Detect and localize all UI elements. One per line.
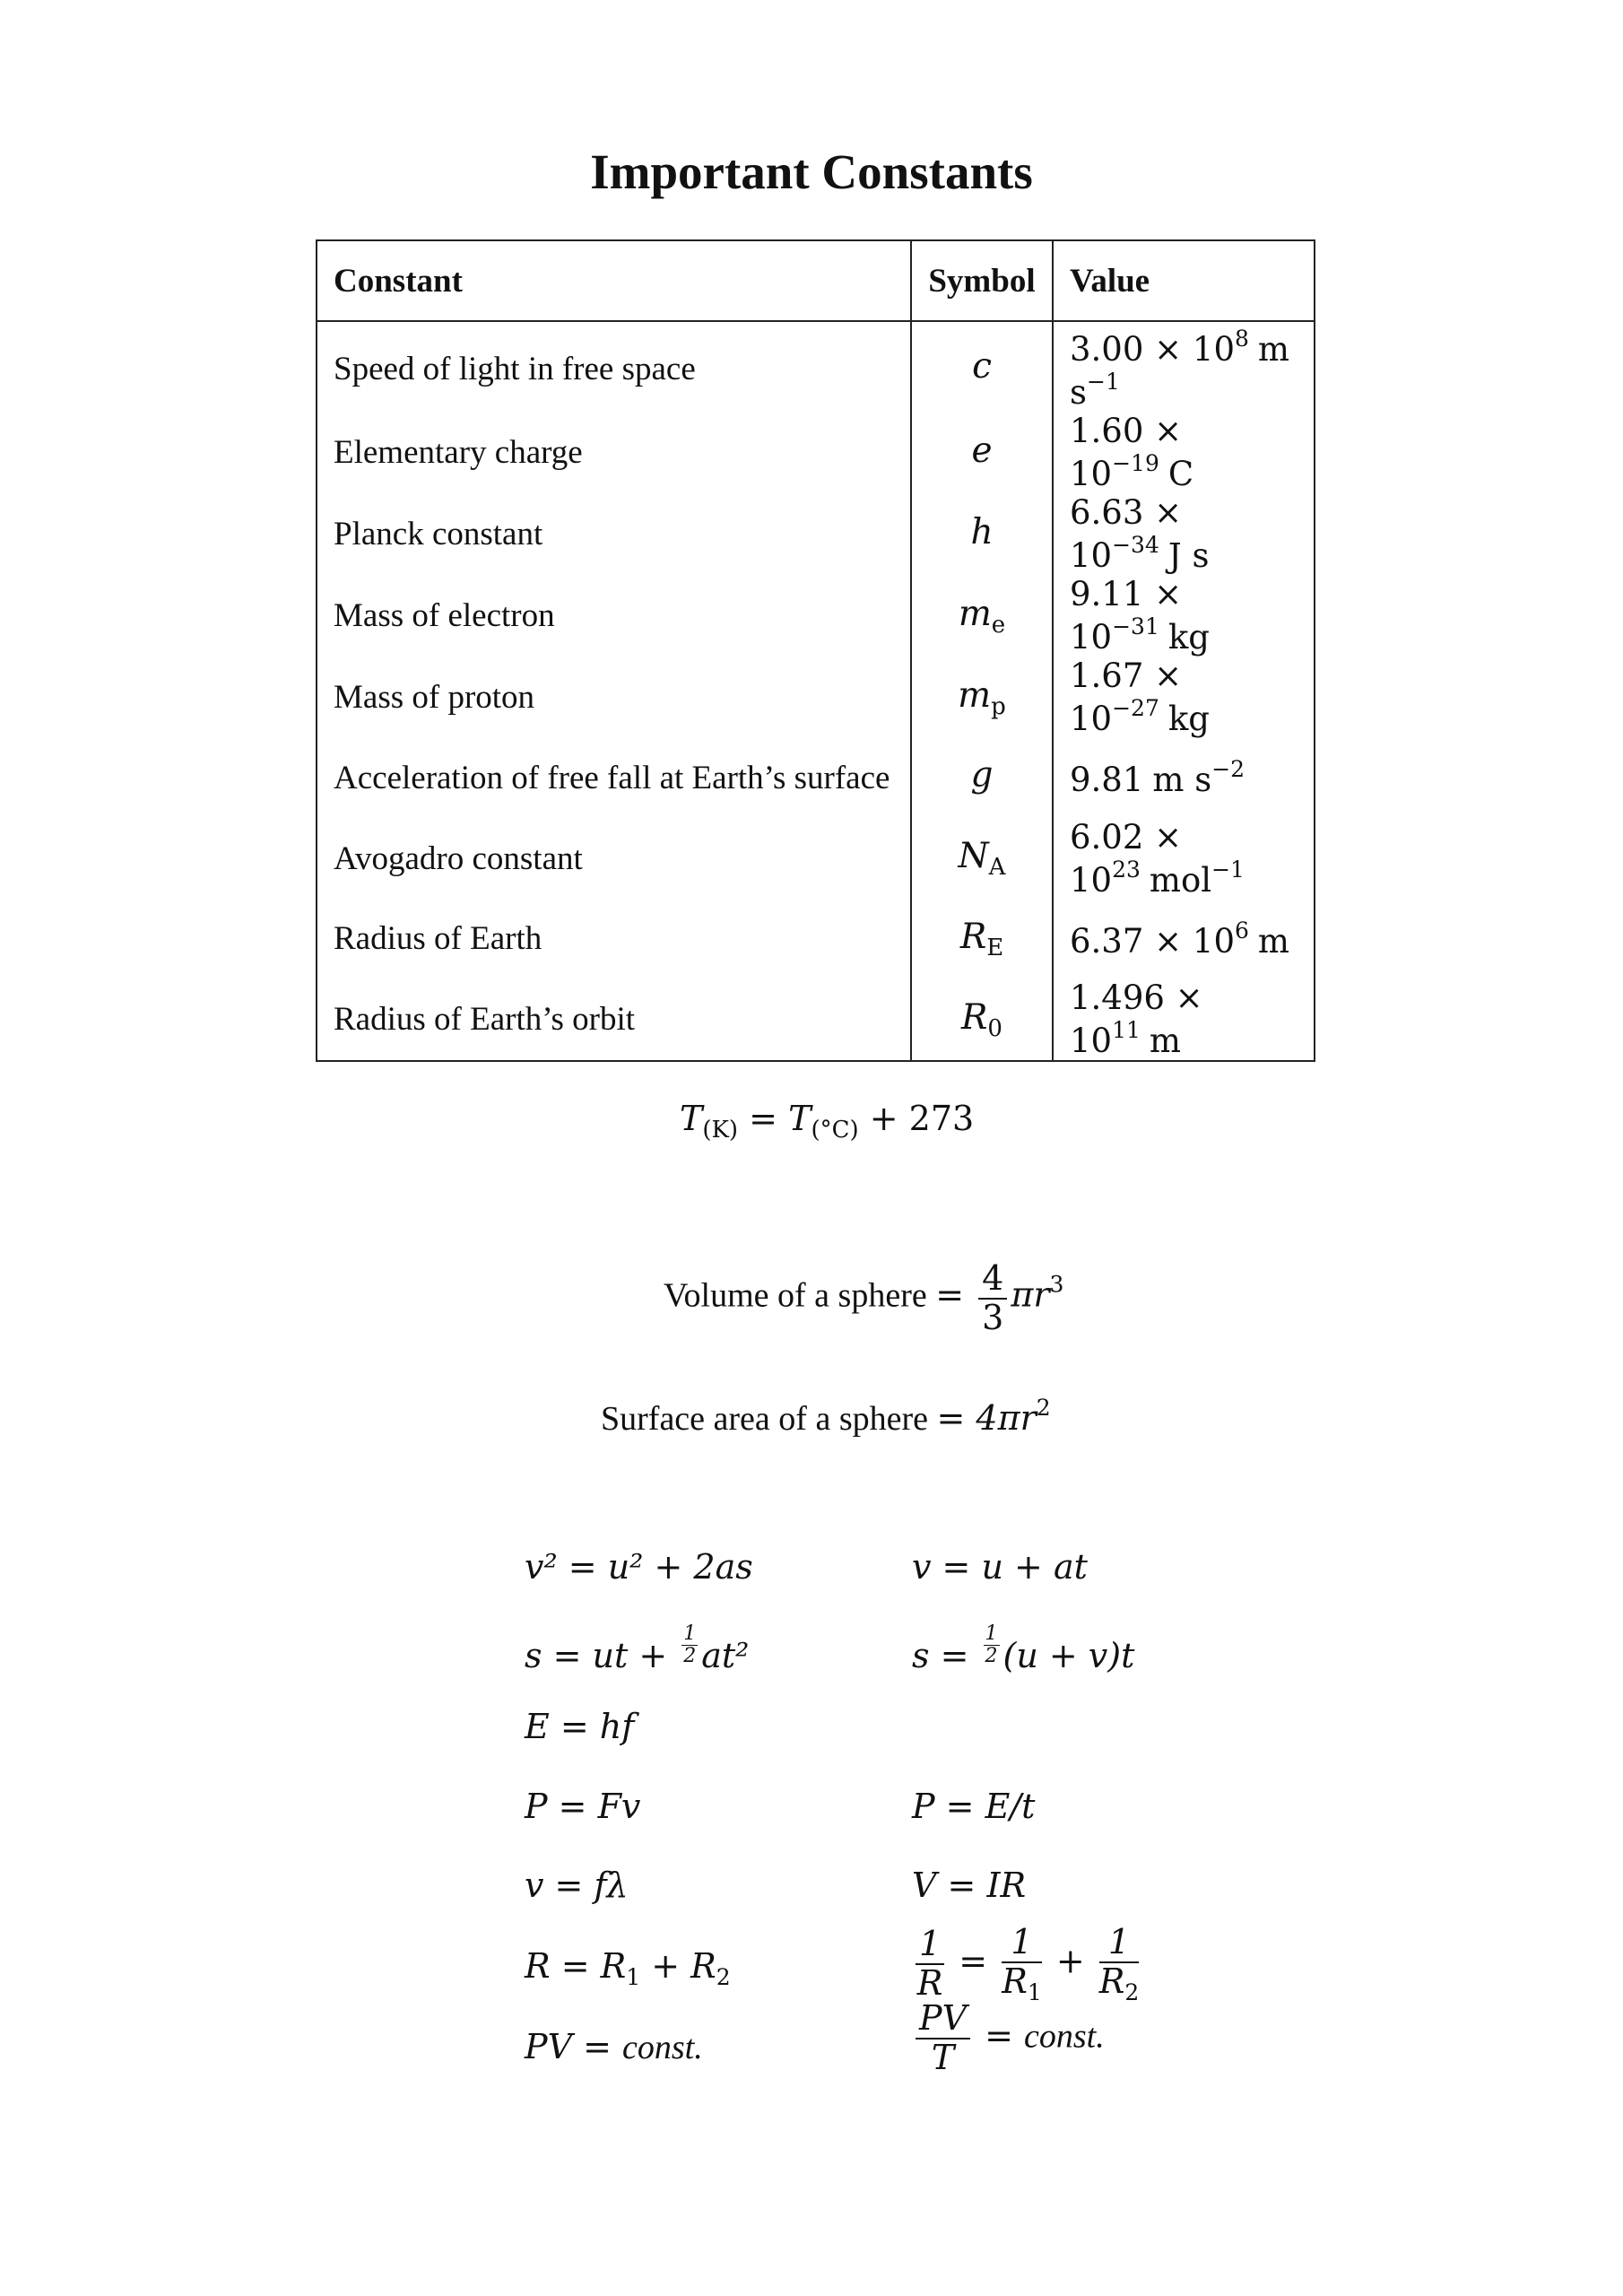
constant-value: $3.00 \times 10^8$ m $s^{-1}$ [1070, 326, 1289, 412]
constants-table [316, 239, 1315, 1062]
constant-symbol: $R_0$ [911, 978, 1053, 1061]
temp-kelvin-symbol: T [680, 1099, 703, 1138]
sphere-volume-equation: Volume of a sphere = $\frac{4}{3}$ $\pi r^3$ [664, 1258, 1064, 1337]
constant-value: $6.02 \times 10^{23}$ mol$^{-1}$ [1070, 817, 1245, 900]
formula-v-ir: V = IR [912, 1866, 1027, 1905]
constant-value: $1.67 \times 10^{-27}$ kg [1070, 657, 1210, 738]
constant-symbol: c [911, 321, 1053, 412]
table-row [317, 412, 1315, 493]
constant-symbol: e [911, 412, 1053, 493]
formula-v-f-lambda: v = fλ [525, 1866, 629, 1905]
formula-p-et: P = E/t [912, 1787, 1036, 1826]
constant-name: Elementary charge [334, 434, 583, 471]
constant-symbol: $N_A$ [911, 818, 1053, 900]
sphere-volume-term: πr [1011, 1274, 1050, 1315]
table-row [317, 738, 1315, 818]
formula-s-average: s = $\frac{1}{2}$ (u + v)t [912, 1622, 1135, 1676]
table-row [317, 657, 1315, 738]
table-row [317, 978, 1315, 1061]
constant-name: Radius of Earth [334, 920, 542, 958]
table-row [317, 493, 1315, 575]
constant-value: $9.11 \times 10^{-31}$ kg [1070, 575, 1210, 657]
sphere-surface-equation: Surface area of a sphere = $4\pi r^2$ [601, 1395, 1051, 1438]
temperature-equation: $T_{(K)} = T_{(^\circ C)} + 273$ [680, 1099, 975, 1144]
temp-celsius-symbol: T [788, 1099, 812, 1138]
formula-resistors-parallel: $\frac{1}{R}$ = $\frac{1}{R_1}$ + $\frac{1}{R_2}$ [916, 1922, 1140, 2005]
temp-offset: + 273 [869, 1099, 975, 1138]
header-symbol: Symbol [911, 240, 1053, 321]
constant-value: $1.60 \times 10^{-19}$ C [1070, 412, 1194, 493]
sphere-volume-fraction: $\frac{4}{3}$ [978, 1260, 1007, 1337]
table-row [317, 900, 1315, 979]
formula-p-fv: P = Fv [525, 1787, 641, 1826]
constant-value: $6.63 \times 10^{-34}$ J s [1070, 493, 1210, 575]
constant-symbol: $m_e$ [911, 575, 1053, 657]
formula-pv-over-t: $\frac{PV}{T}$ = const. [912, 2000, 1105, 2077]
temp-celsius-sub: (°C) [811, 1117, 859, 1144]
sphere-surface-term: 4πr [976, 1398, 1037, 1438]
half-fraction: $\frac{1}{2}$ [985, 1622, 998, 1668]
constant-name: Mass of proton [334, 679, 535, 716]
constant-name: Avogadro constant [334, 839, 583, 877]
constant-symbol: $m_p$ [911, 657, 1053, 738]
temp-kelvin-sub: (K) [702, 1117, 739, 1144]
formula-v-u-at: v = u + at [912, 1547, 1088, 1587]
table-row [317, 321, 1315, 412]
constant-name: Planck constant [334, 516, 543, 552]
formula-pv-const: PV = const. [525, 2027, 703, 2066]
half-fraction: $\frac{1}{2}$ [683, 1622, 697, 1668]
constant-name: Acceleration of free fall at Earth’s surface [334, 759, 890, 796]
table-row [317, 818, 1315, 900]
formula-v-squared: v² = u² + 2as [525, 1547, 753, 1587]
header-value: Value [1053, 240, 1315, 321]
sphere-volume-label: Volume of a sphere [664, 1276, 927, 1315]
constant-symbol: h [911, 493, 1053, 575]
header-constant: Constant [317, 240, 911, 321]
table-header-row [317, 240, 1315, 321]
formula-e-hf: E = hf [525, 1707, 635, 1746]
sphere-surface-label: Surface area of a sphere [601, 1400, 928, 1438]
constant-value: 9.81 m $s^{-2}$ [1070, 756, 1245, 800]
constant-symbol: $R_E$ [911, 900, 1053, 979]
constant-name: Speed of light in free space [334, 350, 696, 387]
constant-symbol: g [911, 738, 1053, 818]
constant-value: $6.37 \times 10^6$ m [1070, 917, 1289, 961]
table-row [317, 575, 1315, 657]
constant-name: Mass of electron [334, 597, 555, 634]
constant-name: Radius of Earth’s orbit [334, 1001, 636, 1038]
constant-value: $1.496 \times 10^{11}$ m [1070, 978, 1203, 1060]
formula-resistors-series: $R = R_1 + R_2$ [525, 1946, 731, 1990]
formula-s-ut: s = ut + $\frac{1}{2}$ at² [525, 1622, 750, 1676]
page-title: Important Constants [590, 144, 1033, 199]
